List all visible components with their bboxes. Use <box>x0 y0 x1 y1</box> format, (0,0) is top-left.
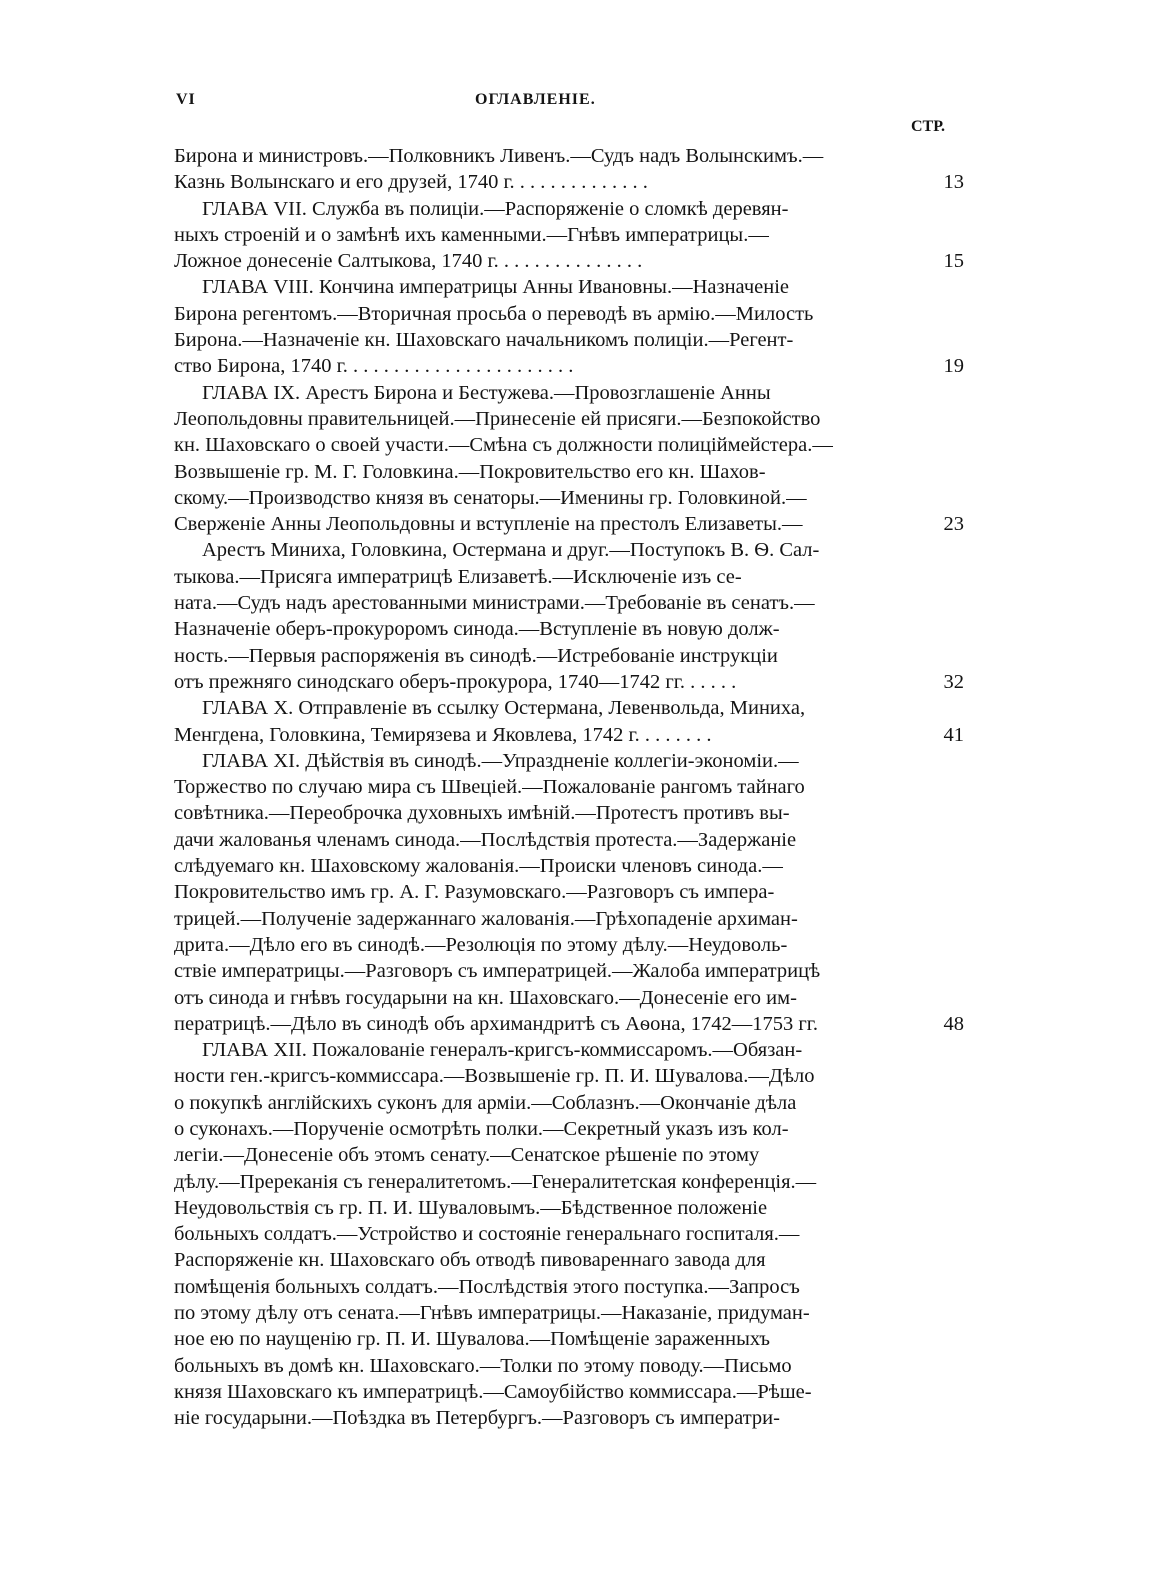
table-of-contents <box>174 143 964 1432</box>
toc-line: о покупкѣ англійскихъ суконъ для арміи.—Соблазнъ.—Окончаніе дѣла <box>174 1091 797 1114</box>
toc-line: Распоряженіе кн. Шаховскаго объ отводѣ пивовареннаго завода для <box>174 1249 766 1272</box>
toc-entry <box>174 196 964 275</box>
toc-line: Бирона и министровъ.—Полковникъ Ливенъ.—Судъ надъ Волынскимъ.— <box>174 145 824 167</box>
toc-entry <box>174 695 964 748</box>
toc-line: легіи.—Донесеніе объ этомъ сенату.—Сенатское рѣшеніе по этому <box>174 1144 760 1167</box>
toc-entry-text <box>174 748 890 1037</box>
toc-line: больныхъ въ домѣ кн. Шаховскаго.—Толки по этому поводу.—Письмо <box>174 1354 792 1377</box>
toc-page-number: 23 <box>943 513 964 536</box>
toc-line: ГЛАВА VII. Служба въ полиціи.—Распоряженіе о сломкѣ деревян- <box>202 197 789 220</box>
toc-entry <box>174 143 964 196</box>
toc-line: по этому дѣлу отъ сената.—Гнѣвъ императрицы.—Наказаніе, придуман- <box>174 1302 810 1325</box>
toc-entry-text <box>174 143 890 196</box>
toc-line: Бирона.—Назначеніе кн. Шаховскаго начальникомъ полиціи.—Регент- <box>174 329 794 352</box>
toc-entry <box>174 274 964 379</box>
toc-line: Торжество по случаю мира съ Швеціей.—Пожалованіе рангомъ тайнаго <box>174 776 805 799</box>
toc-entry <box>174 1037 964 1431</box>
toc-entry <box>174 537 964 695</box>
toc-line: князя Шаховскаго къ императрицѣ.—Самоубійство коммиссара.—Рѣше- <box>174 1380 812 1403</box>
toc-line: Неудовольствія съ гр. П. И. Шуваловымъ.—Бѣдственное положеніе <box>174 1196 768 1219</box>
toc-page-number: 32 <box>943 670 964 693</box>
toc-entry-text <box>174 695 890 748</box>
toc-line: Бирона регентомъ.—Вторичная просьба о переводѣ въ армію.—Милость <box>174 302 814 325</box>
toc-line: ГЛАВА XII. Пожалованіе генералъ-кригсъ-коммиссаромъ.—Обязан- <box>202 1039 803 1062</box>
toc-line: о суконахъ.—Порученіе осмотрѣть полки.—Секретный указъ изъ кол- <box>174 1117 789 1140</box>
toc-line: ныхъ строеній и о замѣнѣ ихъ каменными.—Гнѣвъ императрицы.— <box>174 223 769 246</box>
toc-line: Менгдена, Головкина, Темирязева и Яковлева, 1742 г. . . . . . . . <box>174 723 712 746</box>
page-column-label: СТР. <box>911 118 945 135</box>
toc-line: дачи жалованья членамъ синода.—Послѣдствія протеста.—Задержаніе <box>174 828 797 851</box>
toc-line: ГЛАВА XI. Дѣйствія въ синодѣ.—Упраздненіе коллегіи-экономіи.— <box>202 749 799 772</box>
toc-line: совѣтника.—Переоброчка духовныхъ имѣній.—Протестъ противъ вы- <box>174 802 790 825</box>
page-title: ОГЛАВЛЕНІЕ. <box>475 91 596 108</box>
toc-line: ната.—Судъ надъ арестованными министрами.—Требованіе въ сенатъ.— <box>174 592 815 615</box>
toc-page-number: 41 <box>943 723 964 746</box>
toc-line: отъ прежняго синодскаго оберъ-прокурора, 1740—1742 гг. . . . . . <box>174 670 737 693</box>
toc-entry-text <box>174 274 890 379</box>
toc-line: трицей.—Полученіе задержаннаго жалованія.—Грѣхопаденіе архиман- <box>174 907 798 930</box>
toc-line: ное ею по наущенію гр. П. И. Шувалова.—Помѣщеніе зараженныхъ <box>174 1328 770 1351</box>
toc-line: Покровительство имъ гр. А. Г. Разумовскаго.—Разговоръ съ импера- <box>174 881 775 904</box>
toc-line: Возвышеніе гр. М. Г. Головкина.—Покровительство его кн. Шахов- <box>174 460 766 483</box>
toc-line: ГЛАВА VIII. Кончина императрицы Анны Ивановны.—Назначеніе <box>202 276 789 299</box>
toc-entry <box>174 380 964 538</box>
toc-line: Ложное донесеніе Салтыкова, 1740 г. . . . . . . . . . . . . . . <box>174 250 643 273</box>
toc-entry <box>174 748 964 1037</box>
toc-line: отъ синода и гнѣвъ государыни на кн. Шаховскаго.—Донесеніе его им- <box>174 986 797 1009</box>
toc-line: слѣдуемаго кн. Шаховскому жалованія.—Происки членовъ синода.— <box>174 855 783 878</box>
toc-line: ГЛАВА X. Отправленіе въ ссылку Остермана, Левенвольда, Миниха, <box>202 697 806 720</box>
page-number-roman: VI <box>176 91 196 108</box>
toc-line: ператрицѣ.—Дѣло въ синодѣ объ архимандритѣ съ Аѳона, 1742—1753 гг. <box>174 1012 818 1035</box>
toc-line: Назначеніе оберъ-прокуроромъ синода.—Вступленіе въ новую долж- <box>174 618 780 641</box>
toc-line: Арестъ Миниха, Головкина, Остермана и друг.—Поступокъ В. Ѳ. Сал- <box>202 539 820 562</box>
toc-line: кн. Шаховскаго о своей участи.—Смѣна съ должности полиціймейстера.— <box>174 434 833 457</box>
toc-page-number: 48 <box>943 1012 964 1035</box>
toc-page-number: 15 <box>943 250 964 273</box>
toc-entry-text <box>174 537 890 695</box>
toc-line: тыкова.—Присяга императрицѣ Елизаветѣ.—Исключеніе изъ се- <box>174 565 742 588</box>
toc-line: Казнь Волынскаго и его друзей, 1740 г. . . . . . . . . . . . . . <box>174 171 648 194</box>
toc-entry-text <box>174 196 890 275</box>
toc-line: Леопольдовны правительницей.—Принесеніе ей присяги.—Безпокойство <box>174 407 821 430</box>
toc-entry-text <box>174 1037 890 1431</box>
toc-line: ГЛАВА IX. Арестъ Бирона и Бестужева.—Провозглашеніе Анны <box>202 381 771 404</box>
toc-entry-text <box>174 380 890 538</box>
toc-line: ство Бирона, 1740 г. . . . . . . . . . . . . . . . . . . . . . . <box>174 355 574 378</box>
toc-line: Сверженіе Анны Леопольдовны и вступленіе на престолъ Елизаветы.— <box>174 513 803 536</box>
toc-line: ность.—Первыя распоряженія въ синодѣ.—Истребованіе инструкціи <box>174 644 778 667</box>
toc-line: больныхъ солдатъ.—Устройство и состояніе генеральнаго госпиталя.— <box>174 1223 800 1246</box>
toc-line: ствіе императрицы.—Разговоръ съ императрицей.—Жалоба императрицѣ <box>174 960 821 983</box>
toc-line: дѣлу.—Пререканія съ генералитетомъ.—Генералитетская конференція.— <box>174 1170 817 1193</box>
toc-line: помѣщенія больныхъ солдатъ.—Послѣдствія этого поступка.—Запросъ <box>174 1275 800 1298</box>
toc-page-number: 13 <box>943 171 964 194</box>
toc-line: ніе государыни.—Поѣздка въ Петербургъ.—Разговоръ съ императри- <box>174 1407 780 1430</box>
toc-line: скому.—Производство князя въ сенаторы.—Именины гр. Головкиной.— <box>174 486 807 509</box>
toc-page-number: 19 <box>943 355 964 378</box>
toc-line: ности ген.-кригсъ-коммиссара.—Возвышеніе гр. П. И. Шувалова.—Дѣло <box>174 1065 815 1088</box>
toc-line: дрита.—Дѣло его въ синодѣ.—Резолюція по этому дѣлу.—Неудоволь- <box>174 933 788 956</box>
